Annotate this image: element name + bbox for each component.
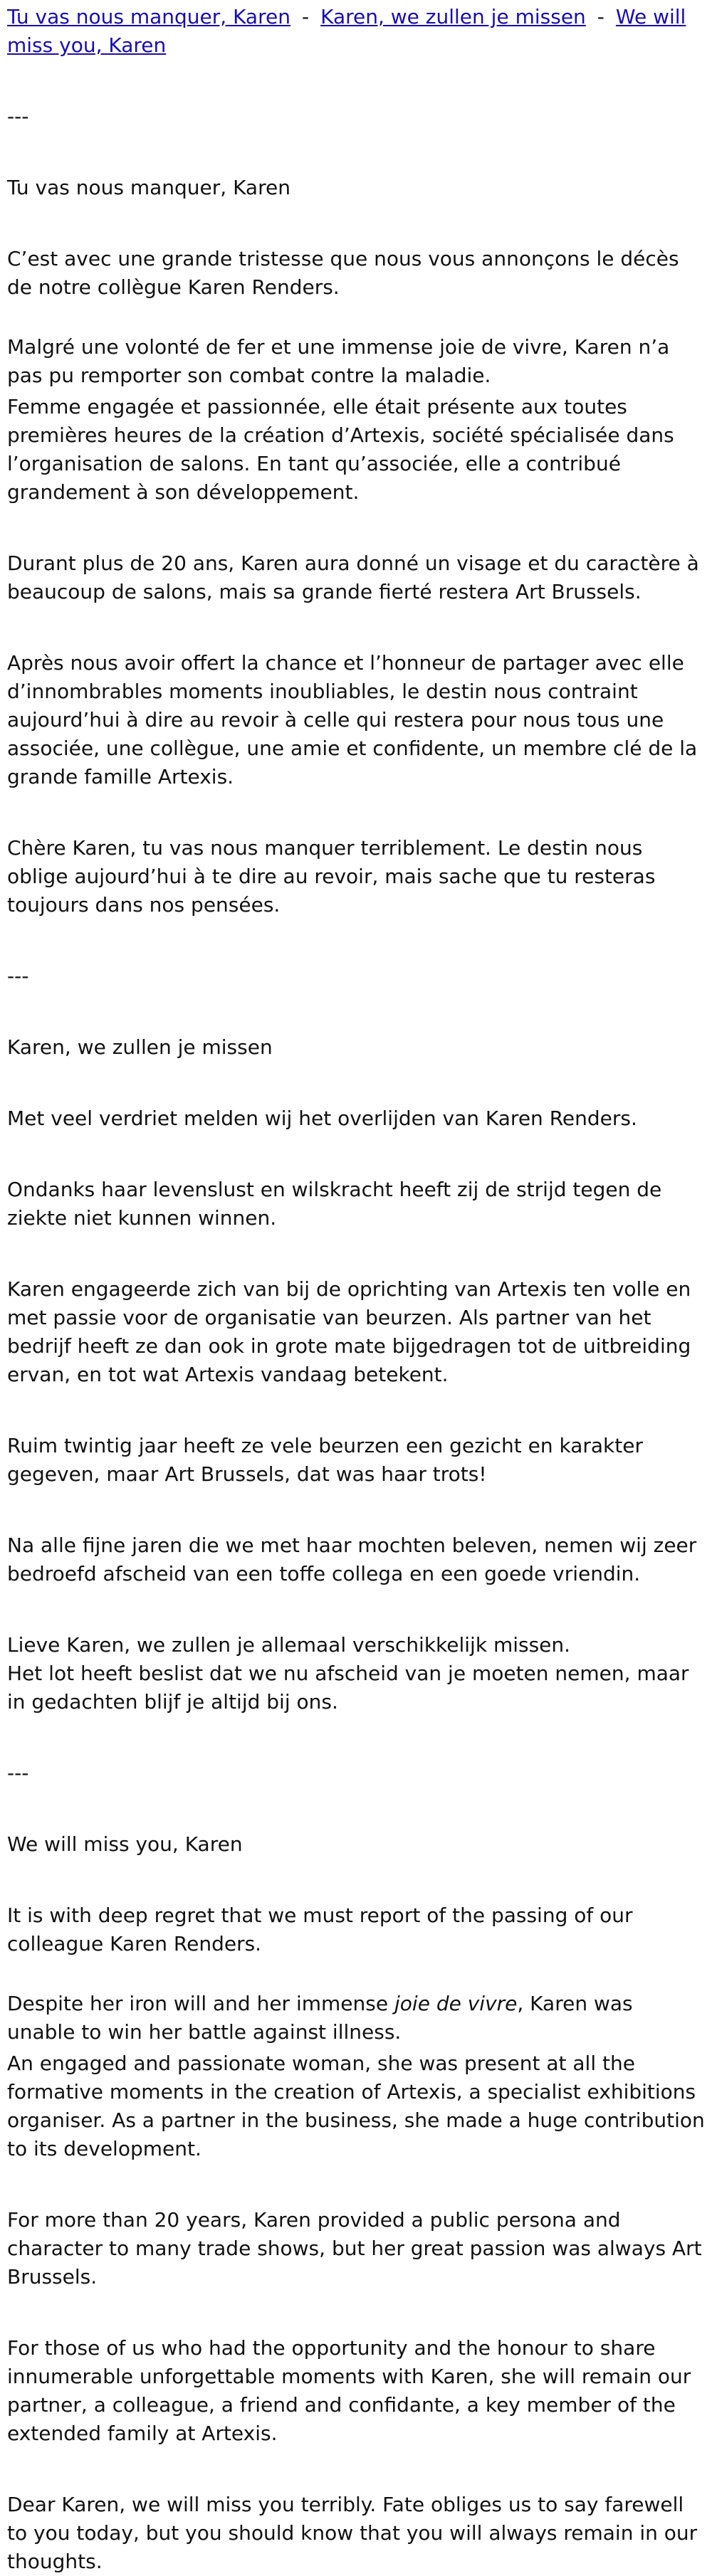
french-paragraph: C’est avec une grande tristesse que nous vous annonçons le décès de notre collègue Karen Renders. (7, 247, 679, 299)
dutch-paragraph: Met veel verdriet melden wij het overlijden van Karen Renders. (7, 1107, 637, 1130)
english-paragraph: An engaged and passionate woman, she was present at all the formative moments in the creation of Artexis, a specialist exhibitions organiser. As a partner in the business, she made a huge contribution to its development. (7, 2052, 705, 2160)
english-paragraph: Dear Karen, we will miss you terribly. Fate obliges us to say farewell to you today, but you should know that you will always remain in our thoughts. (7, 2493, 698, 2573)
nav-link-english[interactable]: We will miss you, Karen (7, 5, 686, 57)
dutch-paragraph: Na alle fijne jaren die we met haar mochten beleven, nemen wij zeer bedroefd afscheid van een toffe collega en een goede vriendin. (7, 1534, 697, 1585)
english-paragraph: For those of us who had the opportunity and the honour to share innumerable unforgettable moments with Karen, she will remain our partner, a colleague, a friend and confidante, a key member of the extended family at Artexis. (7, 2336, 691, 2445)
french-paragraph: Malgré une volonté de fer et une immense joie de vivre, Karen n’a pas pu remporter son combat contre la maladie. (7, 335, 670, 387)
dutch-line: Lieve Karen, we zullen je allemaal verschikkelijk missen. (7, 1633, 571, 1657)
dutch-paragraph: Ruim twintig jaar heeft ze vele beurzen een gezicht en karakter gegeven, maar Art Brussels, dat was haar trots! (7, 1434, 643, 1486)
english-paragraph: For more than 20 years, Karen provided a public persona and character to many trade shows, but her great passion was always Art Brussels. (7, 2208, 702, 2289)
dutch-line: Het lot heeft beslist dat we nu afscheid van je moeten nemen, maar in gedachten blijf je altijd bij ons. (7, 1662, 689, 1714)
french-paragraph: Chère Karen, tu vas nous manquer terriblement. Le destin nous oblige aujourd’hui à te dire au revoir, mais sache que tu resteras toujours dans nos pensées. (7, 836, 656, 917)
nav-separator: - (301, 5, 310, 28)
french-paragraph: Durant plus de 20 ans, Karen aura donné un visage et du caractère à beaucoup de salons, mais sa grande fierté restera Art Brussels. (7, 551, 699, 603)
nav-separator: - (597, 5, 604, 28)
dutch-paragraph: Ondanks haar levenslust en wilskracht heeft zij de strijd tegen de ziekte niet kunnen winnen. (7, 1178, 662, 1230)
emphasis: joie de vivre (394, 1992, 518, 2015)
section-divider: --- (7, 964, 29, 988)
text-run: Despite her iron will and her immense (7, 1992, 394, 2015)
dutch-paragraph: Karen engageerde zich van bij de oprichting van Artexis ten volle en met passie voor de organisatie van beurzen. Als partner van het bedrijf heeft ze dan ook in grote mate bijgedragen tot de uitbreiding ervan, en tot wat Artexis vandaag betekent. (7, 1277, 691, 1386)
french-paragraph: Femme engagée et passionnée, elle était présente aux toutes premières heures de la création d’Artexis, société spécialisée dans l’organisation de salons. En tant qu’associée, elle a contribué grandement à son développement. (7, 395, 674, 504)
section-divider: --- (7, 1761, 29, 1785)
dutch-paragraph (7, 1631, 705, 1716)
english-heading: We will miss you, Karen (7, 1832, 243, 1856)
english-paragraph (7, 1990, 705, 2047)
language-nav (7, 3, 705, 60)
nav-link-french[interactable]: Tu vas nous manquer, Karen (7, 5, 290, 28)
dutch-heading: Karen, we zullen je missen (7, 1035, 273, 1059)
french-heading: Tu vas nous manquer, Karen (7, 176, 290, 199)
section-divider: --- (7, 105, 29, 128)
french-paragraph: Après nous avoir offert la chance et l’honneur de partager avec elle d’innombrables moments inoubliables, le destin nous contraint aujourd’hui à dire au revoir à celle qui restera pour nous tous une associée, une collègue, une amie et confidente, un membre clé de la grande famille Artexis. (7, 651, 698, 788)
text-run: , Karen was unable to win her battle against illness. (7, 1992, 633, 2044)
nav-link-dutch[interactable]: Karen, we zullen je missen (320, 5, 586, 28)
english-paragraph: It is with deep regret that we must report of the passing of our colleague Karen Renders. (7, 1904, 633, 1955)
